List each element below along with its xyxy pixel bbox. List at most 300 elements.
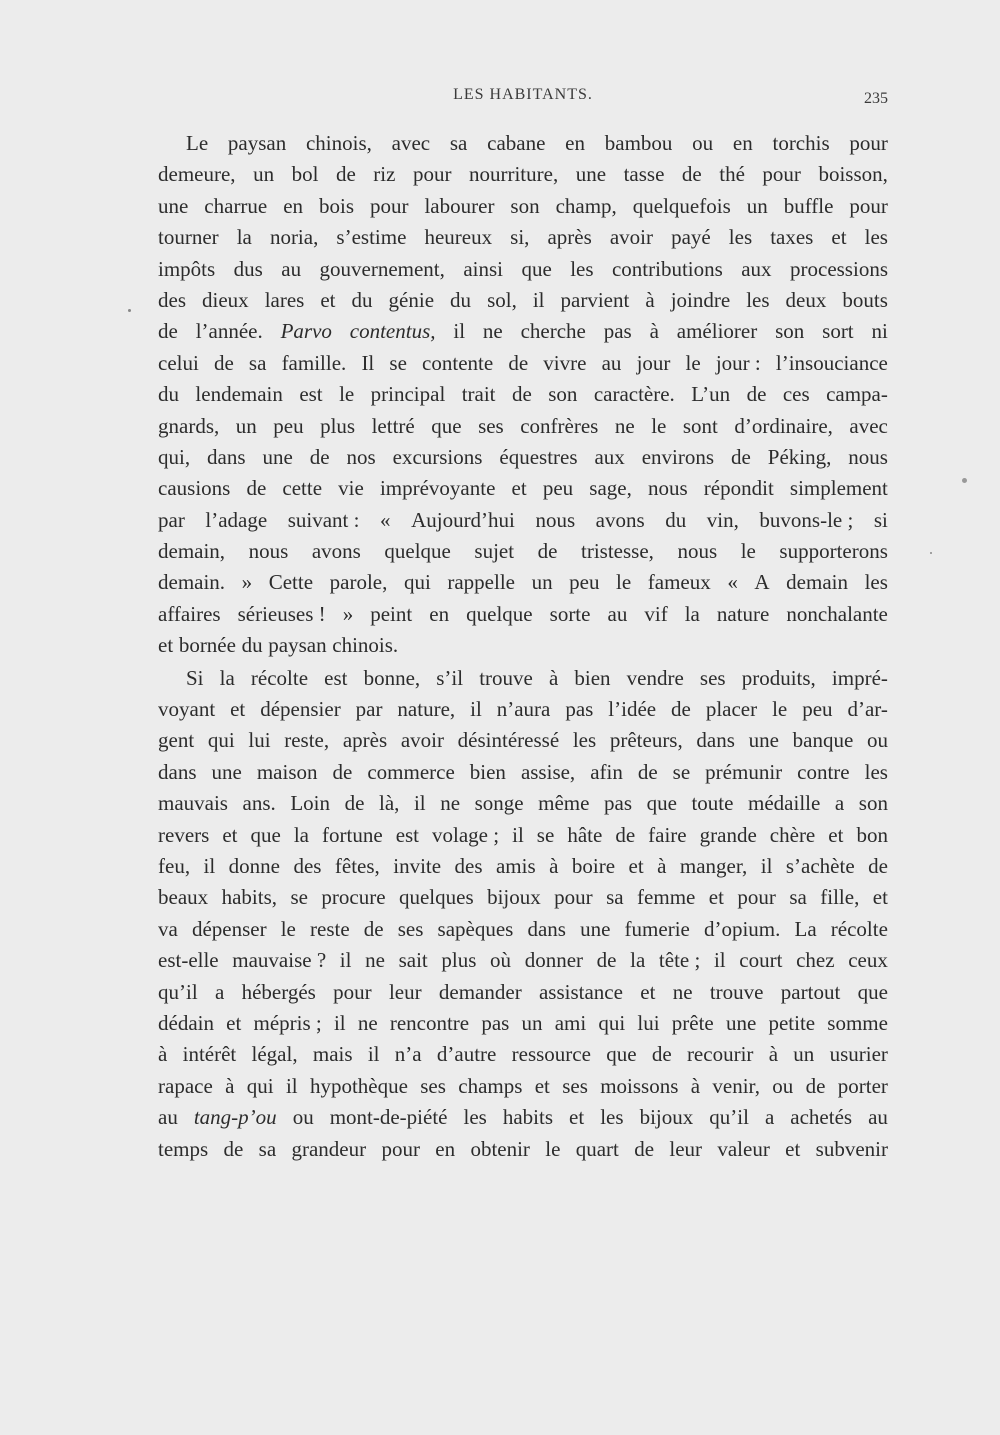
- word: donner: [524, 948, 584, 973]
- word: lui: [637, 1010, 660, 1035]
- word: ceux: [848, 948, 888, 973]
- word: chère: [769, 822, 816, 847]
- word: gent: [158, 728, 195, 753]
- text-line: [158, 882, 888, 913]
- word: thé: [719, 162, 745, 187]
- word: sage,: [589, 476, 632, 501]
- word: si,: [510, 225, 530, 250]
- word: il: [532, 287, 545, 312]
- word: il: [203, 853, 216, 878]
- word: il: [413, 791, 426, 816]
- text-line: [158, 1071, 888, 1102]
- word: légal,: [251, 1042, 298, 1067]
- word: à: [158, 1042, 168, 1067]
- word: et: [628, 853, 644, 878]
- word: qu’il: [158, 979, 198, 1004]
- word: de: [868, 853, 888, 878]
- word: le: [280, 916, 296, 941]
- word: nous: [848, 444, 888, 469]
- word: et: [511, 476, 527, 501]
- word: bornée: [178, 633, 236, 658]
- word: la: [630, 948, 646, 973]
- word: et: [230, 697, 246, 722]
- word: sapèques: [437, 916, 514, 941]
- word: de: [537, 539, 558, 564]
- word: de: [344, 791, 365, 816]
- text-line: [158, 505, 888, 536]
- word: bien: [574, 665, 611, 690]
- word: rapace: [158, 1073, 213, 1098]
- word: grandeur: [291, 1136, 367, 1161]
- word: ni: [871, 319, 888, 344]
- word: se: [290, 885, 308, 910]
- italic-word: Parvo: [280, 319, 332, 344]
- word: tourner: [158, 225, 219, 250]
- word: »: [241, 570, 253, 595]
- word: cherche: [520, 319, 586, 344]
- word: confrères: [520, 413, 599, 438]
- word: afin: [590, 759, 623, 784]
- word: Le: [186, 131, 209, 155]
- word: bonne,: [363, 665, 421, 690]
- word: environs: [641, 444, 715, 469]
- word: usurier: [829, 1042, 888, 1067]
- word: caractère.: [593, 382, 675, 407]
- word: obtenir: [470, 1136, 530, 1161]
- word: au: [281, 256, 302, 281]
- word: les: [570, 256, 594, 281]
- word: produits,: [741, 665, 816, 690]
- word: les: [728, 225, 753, 250]
- word: ne: [672, 979, 693, 1004]
- word: pas: [481, 1010, 510, 1035]
- word: de: [332, 759, 353, 784]
- word: demeure,: [158, 162, 236, 187]
- word: et: [534, 1073, 550, 1098]
- word: qui,: [158, 444, 191, 469]
- word: va: [158, 916, 178, 941]
- scan-speck: [930, 552, 932, 554]
- word: même: [538, 791, 590, 816]
- word: sa: [248, 350, 267, 375]
- word: ou: [772, 1073, 794, 1098]
- word: de: [309, 444, 330, 469]
- word: après: [342, 728, 388, 753]
- word: et: [708, 885, 724, 910]
- word: à: [690, 1073, 701, 1098]
- word: une: [748, 728, 779, 753]
- word: chez: [796, 948, 835, 973]
- word: jour: [636, 350, 671, 375]
- word: le: [616, 570, 632, 595]
- word: l’insouciance: [775, 350, 888, 375]
- word: il: [453, 319, 466, 344]
- word: son: [858, 791, 888, 816]
- word: hypothèque: [309, 1073, 408, 1098]
- word: que: [431, 413, 462, 438]
- word: se: [672, 759, 691, 784]
- word: un: [253, 162, 275, 187]
- running-head: [158, 86, 888, 110]
- word: de: [671, 697, 691, 722]
- word: boisson,: [818, 162, 888, 187]
- word: avoir: [400, 728, 444, 753]
- word: pour: [333, 979, 372, 1004]
- scan-speck: [128, 309, 131, 312]
- text-line: [158, 851, 888, 882]
- word: ne: [482, 319, 503, 344]
- word: de: [634, 1136, 655, 1161]
- word: un: [746, 193, 768, 218]
- word: ne: [357, 1010, 378, 1035]
- word: lettré: [371, 413, 415, 438]
- word: est: [299, 382, 323, 407]
- text-line: [158, 254, 888, 285]
- word: et: [831, 225, 847, 250]
- word: ou: [866, 728, 888, 753]
- word: somme: [827, 1010, 888, 1035]
- word: de: [246, 476, 267, 501]
- word: lares: [264, 287, 305, 312]
- text-line: [158, 285, 888, 316]
- word: taxes: [770, 225, 814, 250]
- word: au: [607, 601, 628, 626]
- word: rencontre: [389, 1010, 470, 1035]
- word: porter: [837, 1073, 888, 1098]
- word: invite: [393, 853, 442, 878]
- text-line: [158, 945, 888, 976]
- word: qu’il: [709, 1105, 749, 1130]
- word: campa-: [826, 382, 888, 407]
- word: bol: [291, 162, 319, 187]
- word: en: [429, 601, 450, 626]
- word: buvons-le ;: [759, 507, 854, 532]
- word: Si: [186, 665, 204, 690]
- word: avoir: [609, 225, 654, 250]
- word: de: [363, 916, 384, 941]
- word: vivre: [543, 350, 587, 375]
- word: du: [351, 287, 373, 312]
- word: fille,: [820, 885, 860, 910]
- word: demander: [438, 979, 522, 1004]
- word: les: [864, 759, 888, 784]
- word: à: [225, 1073, 235, 1098]
- word: dans: [527, 916, 566, 941]
- word: à: [649, 319, 659, 344]
- word: nous: [248, 539, 289, 564]
- word: gnards,: [158, 413, 220, 438]
- word: par: [158, 507, 185, 532]
- word: qui: [246, 1073, 274, 1098]
- word: »: [342, 601, 354, 626]
- word: sol,: [487, 287, 517, 312]
- word: nature: [716, 601, 770, 626]
- word: une: [211, 759, 242, 784]
- word: causions: [158, 476, 231, 501]
- word: équestres: [499, 444, 578, 469]
- word: peu: [273, 413, 304, 438]
- word: à: [768, 1042, 779, 1067]
- word: que: [646, 791, 677, 816]
- word: il: [713, 948, 726, 973]
- word: mais: [312, 1042, 353, 1067]
- word: d’autre: [436, 1042, 497, 1067]
- word: parole,: [329, 570, 388, 595]
- word: bon: [856, 822, 888, 847]
- text-line: [158, 599, 888, 630]
- word: plus: [320, 413, 356, 438]
- word: qui: [207, 728, 235, 753]
- word: l’année.: [195, 319, 263, 344]
- word: et: [872, 885, 888, 910]
- word: lendemain: [195, 382, 283, 407]
- word: est: [324, 665, 348, 690]
- word: et: [158, 633, 174, 658]
- page-number: 235: [864, 90, 888, 107]
- text-line: [158, 1039, 888, 1070]
- word: d’opium.: [703, 916, 781, 941]
- word: suivant :: [287, 507, 360, 532]
- word: ressource: [511, 1042, 591, 1067]
- word: améliorer: [676, 319, 758, 344]
- word: un: [531, 570, 553, 595]
- word: s’estime: [336, 225, 407, 250]
- text-line: [158, 1134, 888, 1165]
- word: s’achète: [785, 853, 855, 878]
- word: et: [785, 1136, 801, 1161]
- word: nous: [677, 539, 718, 564]
- word: reste: [310, 916, 350, 941]
- word: placer: [705, 697, 758, 722]
- word: pas: [565, 697, 594, 722]
- word: sujet: [474, 539, 515, 564]
- word: il: [285, 1073, 298, 1098]
- text-line: [158, 977, 888, 1008]
- word: répondit: [703, 476, 774, 501]
- word: d’ar-: [847, 697, 888, 722]
- body-text: [158, 128, 888, 1165]
- word: bouts: [842, 287, 888, 312]
- word: et: [320, 287, 336, 312]
- word: le: [651, 413, 667, 438]
- word: nonchalante: [786, 601, 888, 626]
- word: A: [754, 570, 770, 595]
- word: après: [547, 225, 592, 250]
- word: a: [214, 979, 225, 1004]
- word: pour: [849, 131, 888, 155]
- word: pour: [412, 162, 452, 187]
- word: sa: [606, 885, 624, 910]
- text-line: [158, 1102, 888, 1133]
- word: les: [864, 570, 888, 595]
- word: si: [873, 507, 888, 532]
- word: de: [508, 350, 529, 375]
- word: cette: [282, 476, 323, 501]
- word: chinois.: [332, 633, 399, 658]
- word: le: [740, 539, 756, 564]
- italic-word: contentus,: [349, 319, 436, 344]
- word: récolte: [250, 665, 309, 690]
- word: Cette: [268, 570, 314, 595]
- word: dédain: [158, 1010, 214, 1035]
- word: du: [450, 287, 472, 312]
- word: les: [572, 728, 597, 753]
- word: de: [596, 948, 617, 973]
- word: plus: [441, 948, 477, 973]
- running-title: LES HABITANTS.: [453, 86, 593, 103]
- word: nourriture,: [468, 162, 559, 187]
- word: achetés: [790, 1105, 853, 1130]
- word: du: [665, 507, 687, 532]
- word: un: [521, 1010, 543, 1035]
- word: commerce: [367, 759, 455, 784]
- word: par: [355, 697, 383, 722]
- word: au: [868, 1105, 888, 1130]
- word: de: [213, 350, 234, 375]
- word: peu: [569, 570, 600, 595]
- word: recourir: [686, 1042, 754, 1067]
- word: de: [651, 1042, 672, 1067]
- word: ne: [365, 948, 385, 973]
- word: faire: [648, 822, 687, 847]
- text-line: [158, 316, 888, 347]
- word: ses: [420, 1073, 446, 1098]
- word: trait: [461, 382, 496, 407]
- word: en: [435, 1136, 456, 1161]
- word: quart: [575, 1136, 619, 1161]
- text-line: [158, 442, 888, 473]
- word: bambou: [604, 131, 673, 155]
- word: ces: [782, 382, 810, 407]
- word: feu,: [158, 853, 191, 878]
- word: labourer: [424, 193, 495, 218]
- word: intérêt: [182, 1042, 237, 1067]
- paragraph: [158, 663, 888, 1165]
- italic-word: tang-p’ou: [193, 1105, 277, 1130]
- word: quelques: [398, 885, 474, 910]
- word: les: [463, 1105, 487, 1130]
- word: il: [339, 948, 352, 973]
- word: de: [158, 319, 178, 344]
- word: bijoux: [639, 1105, 694, 1130]
- word: pas: [604, 791, 633, 816]
- word: celui: [158, 350, 199, 375]
- word: est: [395, 822, 420, 847]
- text-line: [158, 191, 888, 222]
- word: le: [339, 382, 355, 407]
- word: que: [606, 1042, 637, 1067]
- word: supporterons: [779, 539, 888, 564]
- word: il: [512, 822, 524, 847]
- word: de: [681, 162, 702, 187]
- word: le: [685, 350, 701, 375]
- word: nature,: [397, 697, 456, 722]
- text-line: [158, 159, 888, 190]
- word: venir,: [712, 1073, 760, 1098]
- word: a: [764, 1105, 775, 1130]
- word: l’idée: [608, 697, 657, 722]
- word: subvenir: [815, 1136, 888, 1161]
- word: sait: [398, 948, 428, 973]
- word: à: [549, 853, 559, 878]
- word: en: [732, 131, 753, 155]
- word: est-elle: [158, 948, 219, 973]
- word: simplement: [789, 476, 888, 501]
- word: Loin: [290, 791, 331, 816]
- word: «: [727, 570, 738, 595]
- word: mont-de-piété: [329, 1105, 448, 1130]
- word: n’aura: [496, 697, 551, 722]
- word: qui: [403, 570, 431, 595]
- word: demain: [786, 570, 848, 595]
- word: buffle: [783, 193, 834, 218]
- word: aux: [741, 256, 772, 281]
- word: et: [222, 822, 238, 847]
- text-line: [158, 1008, 888, 1039]
- word: valeur: [717, 1136, 770, 1161]
- text-line: [158, 694, 888, 725]
- word: et: [569, 1105, 585, 1130]
- word: toute: [691, 791, 734, 816]
- text-line: [158, 914, 888, 945]
- word: médaille: [748, 791, 821, 816]
- word: fêtes,: [334, 853, 380, 878]
- word: ou: [292, 1105, 314, 1130]
- word: du: [158, 382, 179, 407]
- word: à: [657, 853, 667, 878]
- word: fortune: [322, 822, 383, 847]
- word: pour: [737, 885, 776, 910]
- word: il: [470, 697, 482, 722]
- word: bijoux: [487, 885, 541, 910]
- word: La: [794, 916, 817, 941]
- word: sa: [258, 1136, 277, 1161]
- word: quelquefois: [632, 193, 731, 218]
- word: joindre: [670, 287, 731, 312]
- word: son: [775, 319, 805, 344]
- word: le: [545, 1136, 561, 1161]
- word: que: [857, 979, 888, 1004]
- word: il: [333, 1010, 346, 1035]
- word: Péking,: [767, 444, 832, 469]
- word: tasse: [623, 162, 665, 187]
- word: revers: [158, 822, 210, 847]
- text-line: [158, 757, 888, 788]
- word: paysan: [227, 131, 287, 155]
- word: de: [335, 162, 356, 187]
- word: volage ;: [432, 822, 500, 847]
- word: avons: [311, 539, 361, 564]
- word: habits,: [221, 885, 278, 910]
- word: paysan: [268, 633, 327, 658]
- word: imprévoyante: [379, 476, 496, 501]
- word: jour :: [715, 350, 761, 375]
- word: aux: [594, 444, 625, 469]
- word: une: [580, 916, 611, 941]
- word: nous: [647, 476, 688, 501]
- word: deux: [785, 287, 827, 312]
- word: torchis: [772, 131, 830, 155]
- word: banque: [792, 728, 854, 753]
- word: nos: [346, 444, 376, 469]
- word: d’ordinaire,: [734, 413, 833, 438]
- word: vendre: [626, 665, 684, 690]
- text-line: [158, 788, 888, 819]
- word: contente: [422, 350, 494, 375]
- word: à: [548, 665, 559, 690]
- word: processions: [790, 256, 888, 281]
- word: excursions: [392, 444, 483, 469]
